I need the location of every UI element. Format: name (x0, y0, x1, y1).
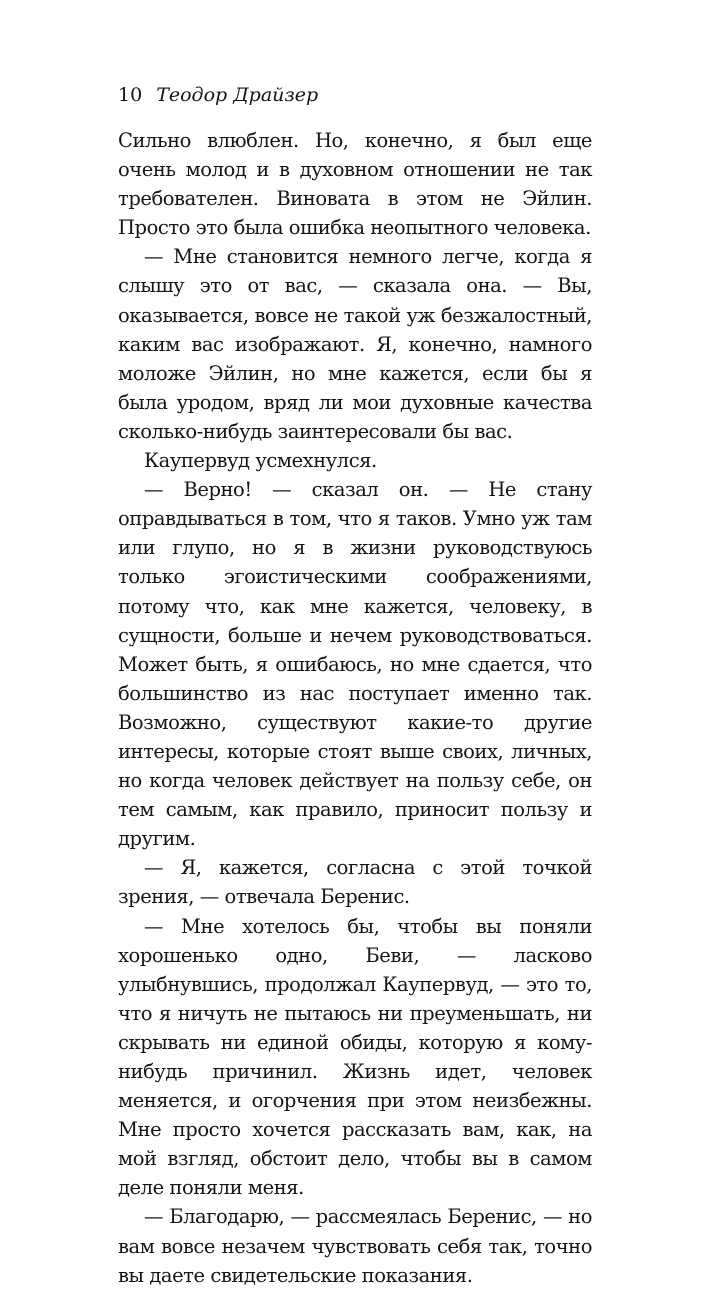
paragraph: Каупервуд усмехнулся. (144, 449, 377, 473)
paragraph: — Мне становится немного легче, когда я слышу это от вас, — сказала она. — Вы, оказывается, вовсе не такой уж безжалостный, каким вас изображают. Я, конечно, намного моложе Эйлин, но мне кажется, если бы я была уродом, вряд ли мои духовные качества сколько-нибудь заинтересовали бы вас. (118, 245, 592, 443)
running-head (118, 84, 592, 106)
running-head-author: Теодор Драйзер (156, 84, 319, 106)
paragraph: — Благодарю, — рассмеялась Беренис, — но вам вовсе незачем чувствовать себя так, точно вы даете свидетельские показания. (118, 1205, 592, 1287)
page-number: 10 (118, 84, 143, 106)
paragraph: — Мне хотелось бы, чтобы вы поняли хорошенько одно, Беви, — ласково улыбнувшись, продолжал Каупервуд, — это то, что я ничуть не пытаюсь ни преуменьшать, ни скрывать ни единой обиды, которую я кому-нибудь причинил. Жизнь идет, человек меняется, и огорчения при этом неизбежны. Мне просто хочется рассказать вам, как, на мой взгляд, обстоит дело, чтобы вы в самом деле поняли меня. (118, 914, 592, 1200)
body-text (118, 126, 592, 1290)
paragraph: Сильно влюблен. Но, конечно, я был еще очень молод и в духовном отношении не так требователен. Виновата в этом не Эйлин. Просто это была ошибка неопытного человека. (118, 129, 592, 240)
paragraph: — Верно! — сказал он. — Не стану оправдываться в том, что я таков. Умно уж там или глупо, но я в жизни руководствуюсь только эгоистическими соображениями, потому что, как мне кажется, человеку, в сущности, больше и нечем руководствоваться. Может быть, я ошибаюсь, но мне сдается, что большинство из нас поступает именно так. Возможно, существуют какие-то другие интересы, которые стоят выше своих, личных, но когда человек действует на пользу себе, он тем самым, как правило, приносит пользу и другим. (118, 478, 592, 851)
paragraph: — Я, кажется, согласна с этой точкой зрения, — отвечала Беренис. (118, 856, 592, 909)
book-page (118, 84, 592, 1290)
